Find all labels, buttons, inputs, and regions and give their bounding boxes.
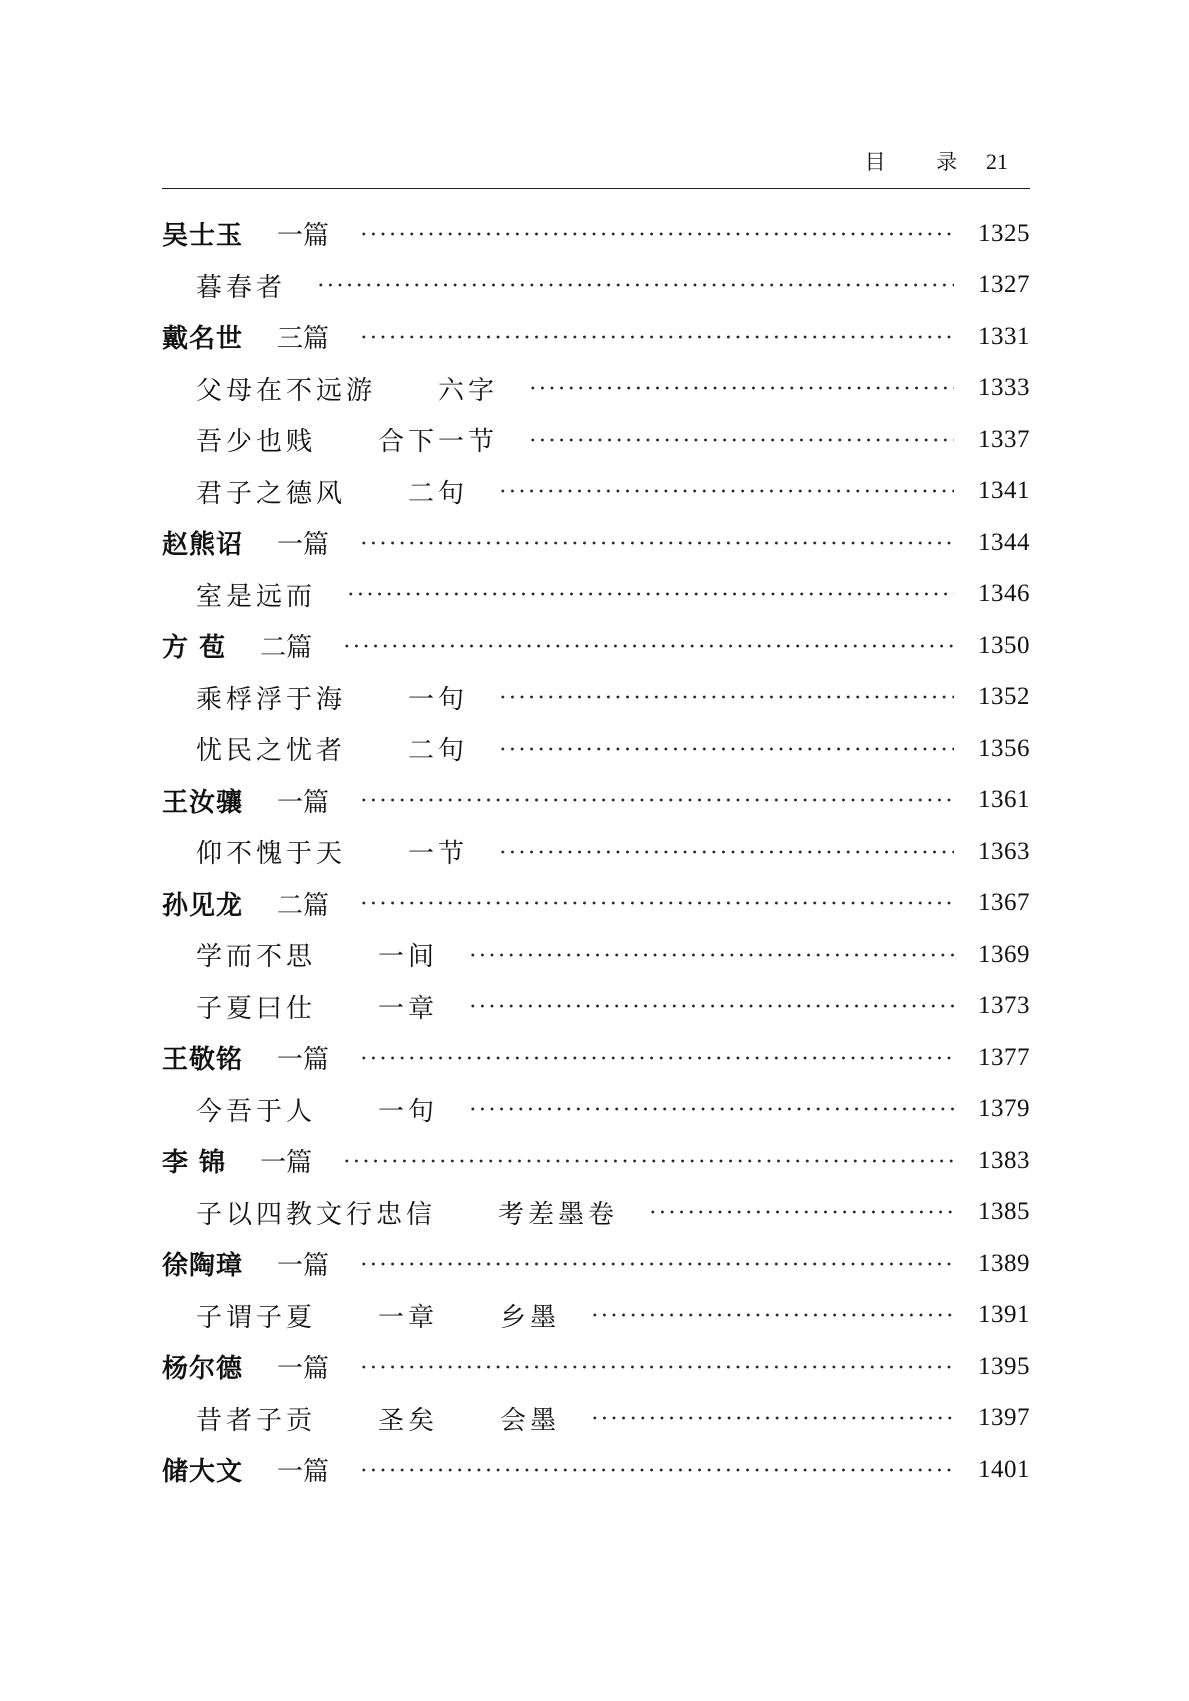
essay-count: 一篇 — [277, 221, 330, 252]
page-number: 1361 — [978, 786, 1030, 814]
essay-count: 一篇 — [277, 1354, 330, 1385]
dot-leader — [359, 541, 954, 545]
toc-author-entry[interactable] — [162, 1341, 1030, 1393]
dot-leader — [342, 644, 954, 648]
essay-title: 子谓子夏 — [196, 1302, 317, 1333]
essay-count: 三篇 — [277, 324, 330, 355]
dot-leader — [359, 798, 954, 802]
table-of-contents — [162, 208, 1030, 1496]
page-number: 1350 — [978, 631, 1030, 659]
running-head — [865, 146, 1008, 176]
page-number: 1363 — [978, 837, 1030, 865]
toc-author-entry[interactable] — [162, 1444, 1030, 1496]
dot-leader — [359, 232, 954, 236]
page-number: 1379 — [978, 1095, 1030, 1123]
essay-title: 今吾于人 — [196, 1096, 317, 1127]
toc-essay-entry[interactable] — [162, 723, 1030, 775]
page-number: 1369 — [978, 940, 1030, 968]
page-number: 1352 — [978, 683, 1030, 711]
dot-leader — [590, 1416, 954, 1420]
dot-leader — [648, 1210, 954, 1214]
page-number: 1325 — [978, 219, 1030, 247]
author-name: 孙见龙 — [162, 890, 244, 921]
essay-count: 二篇 — [260, 633, 313, 664]
toc-essay-entry[interactable] — [162, 929, 1030, 981]
author-name: 王汝骧 — [162, 787, 244, 818]
toc-author-entry[interactable] — [162, 1238, 1030, 1290]
toc-essay-entry[interactable] — [162, 1084, 1030, 1136]
author-name: 李 锦 — [162, 1148, 227, 1179]
essay-title: 君子之德风 — [196, 478, 347, 509]
page-number: 1373 — [978, 992, 1030, 1020]
entry-note: 二句 — [408, 478, 469, 509]
entry-note: 圣矣 — [378, 1405, 439, 1436]
dot-leader — [359, 1365, 954, 1369]
dot-leader — [528, 438, 954, 442]
entry-note: 一节 — [408, 839, 469, 870]
toc-author-entry[interactable] — [162, 517, 1030, 569]
header-page-number: 21 — [986, 149, 1008, 174]
essay-title: 子夏曰仕 — [196, 993, 317, 1024]
essay-count: 一篇 — [277, 530, 330, 561]
essay-count: 一篇 — [277, 1457, 330, 1488]
toc-author-entry[interactable] — [162, 208, 1030, 260]
entry-note: 合下一节 — [378, 427, 499, 458]
page-number: 1395 — [978, 1352, 1030, 1380]
dot-leader — [590, 1313, 954, 1317]
entry-note: 一章 — [378, 993, 439, 1024]
essay-title: 乘桴浮于海 — [196, 684, 347, 715]
page-number: 1356 — [978, 734, 1030, 762]
dot-leader — [498, 850, 954, 854]
author-name: 徐陶璋 — [162, 1251, 244, 1282]
toc-essay-entry[interactable] — [162, 414, 1030, 466]
dot-leader — [468, 1107, 954, 1111]
toc-essay-entry[interactable] — [162, 569, 1030, 621]
essay-title: 暮春者 — [196, 272, 287, 303]
essay-count: 一篇 — [260, 1148, 313, 1179]
toc-essay-entry[interactable] — [162, 466, 1030, 518]
page-number: 1401 — [978, 1455, 1030, 1483]
author-name: 赵熊诏 — [162, 530, 244, 561]
essay-title: 室是远而 — [196, 581, 317, 612]
dot-leader — [359, 1056, 954, 1060]
dot-leader — [468, 1004, 954, 1008]
page-number: 1389 — [978, 1249, 1030, 1277]
toc-author-entry[interactable] — [162, 1135, 1030, 1187]
dot-leader — [359, 1262, 954, 1266]
essay-count: 二篇 — [277, 890, 330, 921]
toc-essay-entry[interactable] — [162, 981, 1030, 1033]
author-name: 戴名世 — [162, 324, 244, 355]
entry-note: 二句 — [408, 736, 469, 767]
dot-leader — [468, 953, 954, 957]
toc-author-entry[interactable] — [162, 1032, 1030, 1084]
essay-count: 一篇 — [277, 787, 330, 818]
page-number: 1377 — [978, 1043, 1030, 1071]
essay-title: 学而不思 — [196, 942, 317, 973]
dot-leader — [498, 489, 954, 493]
toc-author-entry[interactable] — [162, 620, 1030, 672]
essay-title: 子以四教文行忠信 — [196, 1199, 437, 1230]
toc-essay-entry[interactable] — [162, 260, 1030, 312]
page-number: 1327 — [978, 271, 1030, 299]
author-name: 方 苞 — [162, 633, 227, 664]
page-header — [162, 140, 1030, 189]
dot-leader — [316, 283, 954, 287]
page-number: 1391 — [978, 1301, 1030, 1329]
essay-title: 吾少也贱 — [196, 427, 317, 458]
toc-author-entry[interactable] — [162, 775, 1030, 827]
essay-title: 父母在不远游 — [196, 375, 377, 406]
page-number: 1367 — [978, 889, 1030, 917]
page-number: 1333 — [978, 374, 1030, 402]
section-title: 目 录 — [864, 150, 980, 174]
dot-leader — [346, 592, 954, 596]
dot-leader — [528, 386, 954, 390]
page-number: 1397 — [978, 1404, 1030, 1432]
toc-essay-entry[interactable] — [162, 826, 1030, 878]
entry-source: 会墨 — [500, 1405, 561, 1436]
essay-title: 仰不愧于天 — [196, 839, 347, 870]
toc-author-entry[interactable] — [162, 878, 1030, 930]
page-number: 1341 — [978, 477, 1030, 505]
page-number: 1383 — [978, 1146, 1030, 1174]
toc-essay-entry[interactable] — [162, 672, 1030, 724]
entry-note: 六字 — [438, 375, 499, 406]
page-number: 1331 — [978, 322, 1030, 350]
toc-essay-entry[interactable] — [162, 1290, 1030, 1342]
dot-leader — [359, 901, 954, 905]
essay-count: 一篇 — [277, 1045, 330, 1076]
dot-leader — [359, 335, 954, 339]
entry-note: 一句 — [378, 1096, 439, 1127]
toc-essay-entry[interactable] — [162, 1393, 1030, 1445]
author-name: 杨尔德 — [162, 1354, 244, 1385]
page-number: 1385 — [978, 1198, 1030, 1226]
essay-count: 一篇 — [277, 1251, 330, 1282]
toc-essay-entry[interactable] — [162, 363, 1030, 415]
entry-note: 考差墨卷 — [498, 1199, 619, 1230]
page-number: 1346 — [978, 580, 1030, 608]
entry-note: 一句 — [408, 684, 469, 715]
page-number: 1344 — [978, 528, 1030, 556]
author-name: 吴士玉 — [162, 221, 244, 252]
dot-leader — [342, 1159, 954, 1163]
toc-author-entry[interactable] — [162, 311, 1030, 363]
entry-note: 一章 — [378, 1302, 439, 1333]
author-name: 储大文 — [162, 1457, 244, 1488]
dot-leader — [498, 695, 954, 699]
entry-note: 一间 — [378, 942, 439, 973]
essay-title: 忧民之忧者 — [196, 736, 347, 767]
dot-leader — [359, 1468, 954, 1472]
essay-title: 昔者子贡 — [196, 1405, 317, 1436]
page-number: 1337 — [978, 425, 1030, 453]
entry-source: 乡墨 — [500, 1302, 561, 1333]
toc-essay-entry[interactable] — [162, 1187, 1030, 1239]
dot-leader — [498, 747, 954, 751]
author-name: 王敬铭 — [162, 1045, 244, 1076]
